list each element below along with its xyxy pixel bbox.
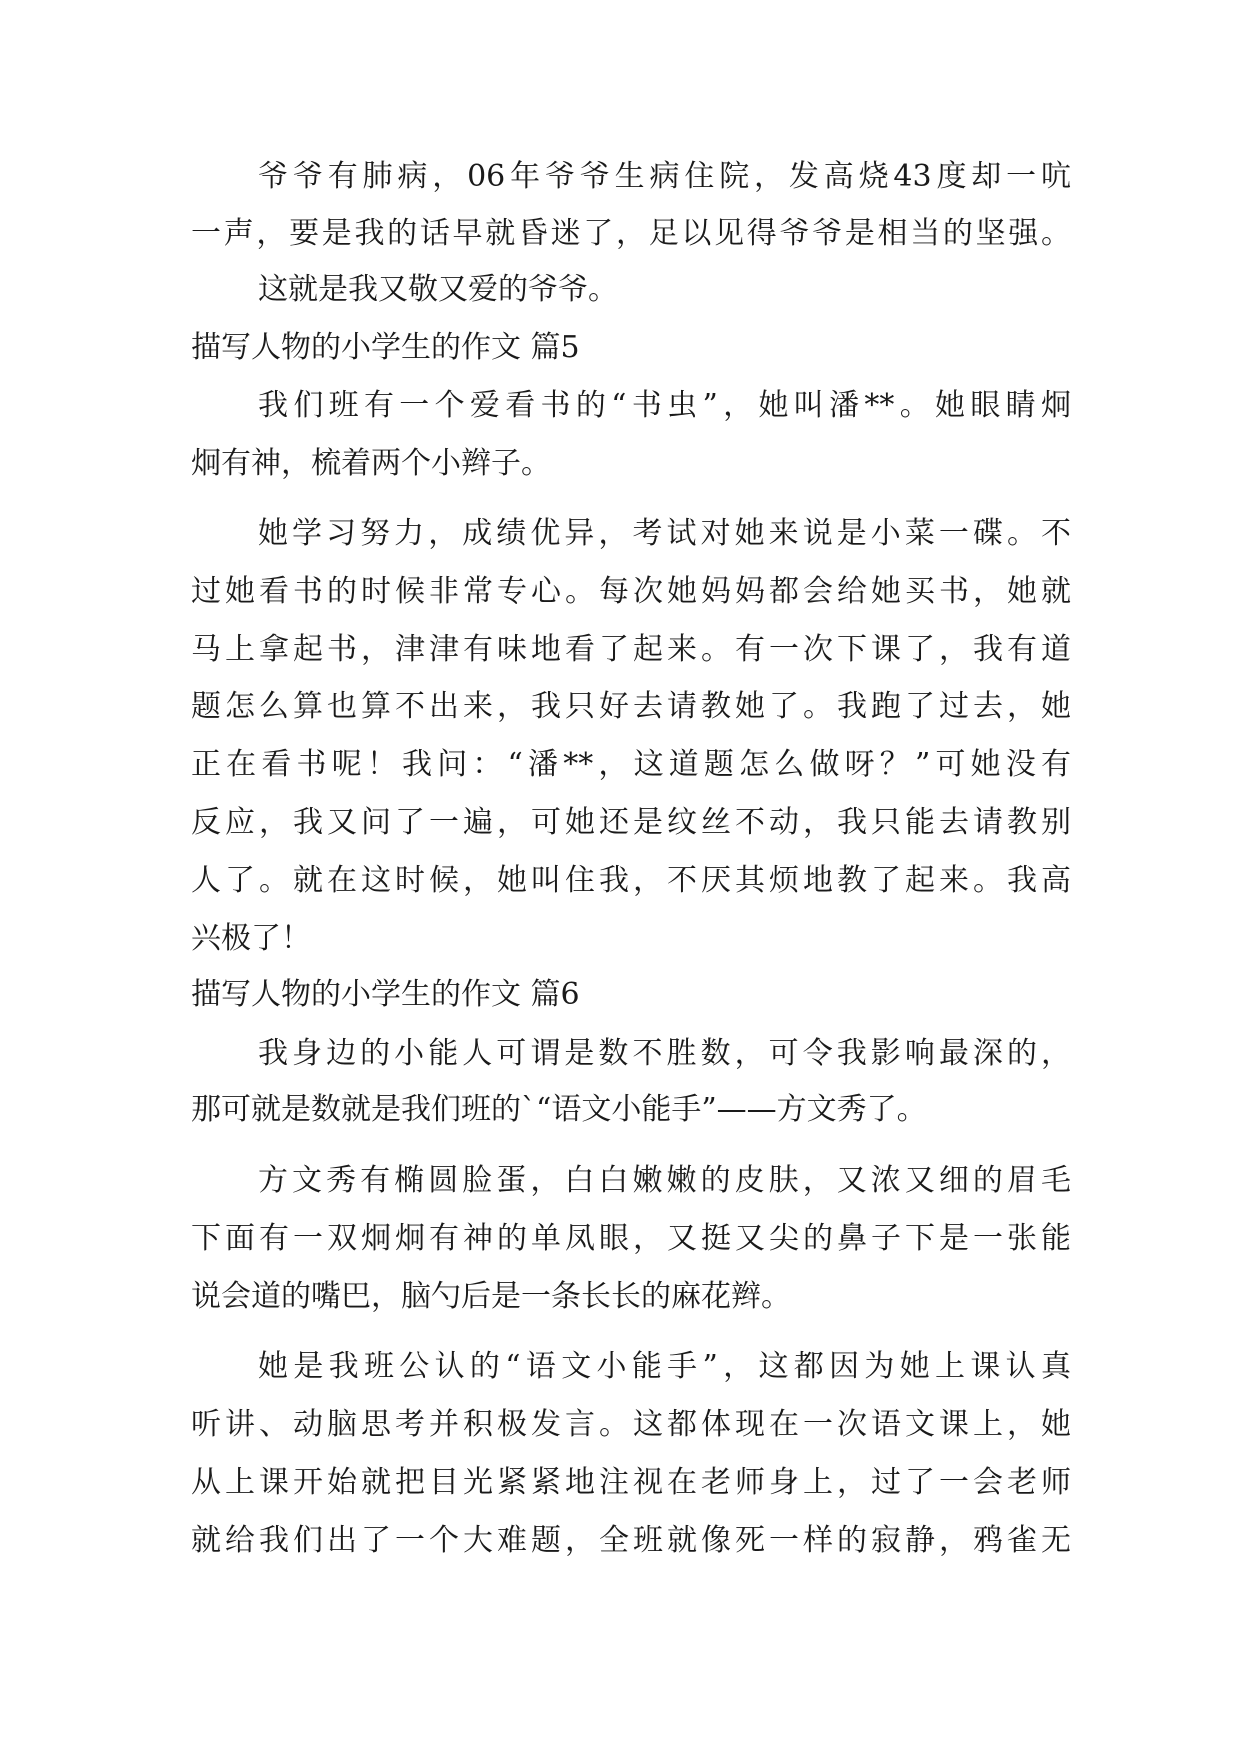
- paragraph-line: 人了。就在这时候，她叫住我，不厌其烦地教了起来。我高: [191, 863, 1071, 898]
- paragraph-line: 爷爷有肺病，06年爷爷生病住院，发高烧43度却一吭: [258, 159, 1071, 194]
- paragraph-line: 马上拿起书，津津有味地看了起来。有一次下课了，我有道: [191, 632, 1071, 667]
- paragraph-line: 她是我班公认的“语文小能手”，这都因为她上课认真: [258, 1349, 1071, 1384]
- paragraph-line: 过她看书的时候非常专心。每次她妈妈都会给她买书，她就: [191, 574, 1071, 609]
- paragraph-line: 方文秀有椭圆脸蛋，白白嫩嫩的皮肤，又浓又细的眉毛: [258, 1163, 1071, 1198]
- paragraph-line: 我们班有一个爱看书的“书虫”，她叫潘**。她眼睛炯: [258, 388, 1071, 423]
- paragraph-line: 听讲、动脑思考并积极发言。这都体现在一次语文课上，她: [191, 1407, 1071, 1442]
- paragraph-line: 说会道的嘴巴，脑勺后是一条长长的麻花辫。: [191, 1279, 791, 1314]
- paragraph-line: 就给我们出了一个大难题，全班就像死一样的寂静，鸦雀无: [191, 1523, 1071, 1558]
- paragraph-line: 她学习努力，成绩优异，考试对她来说是小菜一碟。不: [258, 516, 1071, 551]
- paragraph-line: 反应，我又问了一遍，可她还是纹丝不动，我只能去请教别: [191, 805, 1071, 840]
- paragraph-line: 题怎么算也算不出来，我只好去请教她了。我跑了过去，她: [191, 689, 1071, 724]
- section-heading: 描写人物的小学生的作文 篇6: [191, 977, 580, 1012]
- paragraph-line: 兴极了！: [191, 921, 311, 956]
- paragraph-line: 这就是我又敬又爱的爷爷。: [258, 272, 618, 307]
- paragraph-line: 正在看书呢！我问：“潘**，这道题怎么做呀？”可她没有: [191, 747, 1071, 782]
- paragraph-line: 一声，要是我的话早就昏迷了，足以见得爷爷是相当的坚强。: [191, 216, 1071, 251]
- section-heading: 描写人物的小学生的作文 篇5: [191, 330, 580, 365]
- paragraph-line: 那可就是数就是我们班的`“语文小能手”——方文秀了。: [191, 1092, 927, 1127]
- paragraph-line: 我身边的小能人可谓是数不胜数，可令我影响最深的，: [258, 1036, 1071, 1071]
- paragraph-line: 下面有一双炯炯有神的单凤眼，又挺又尖的鼻子下是一张能: [191, 1221, 1071, 1256]
- paragraph-line: 炯有神，梳着两个小辫子。: [191, 446, 551, 481]
- paragraph-line: 从上课开始就把目光紧紧地注视在老师身上，过了一会老师: [191, 1465, 1071, 1500]
